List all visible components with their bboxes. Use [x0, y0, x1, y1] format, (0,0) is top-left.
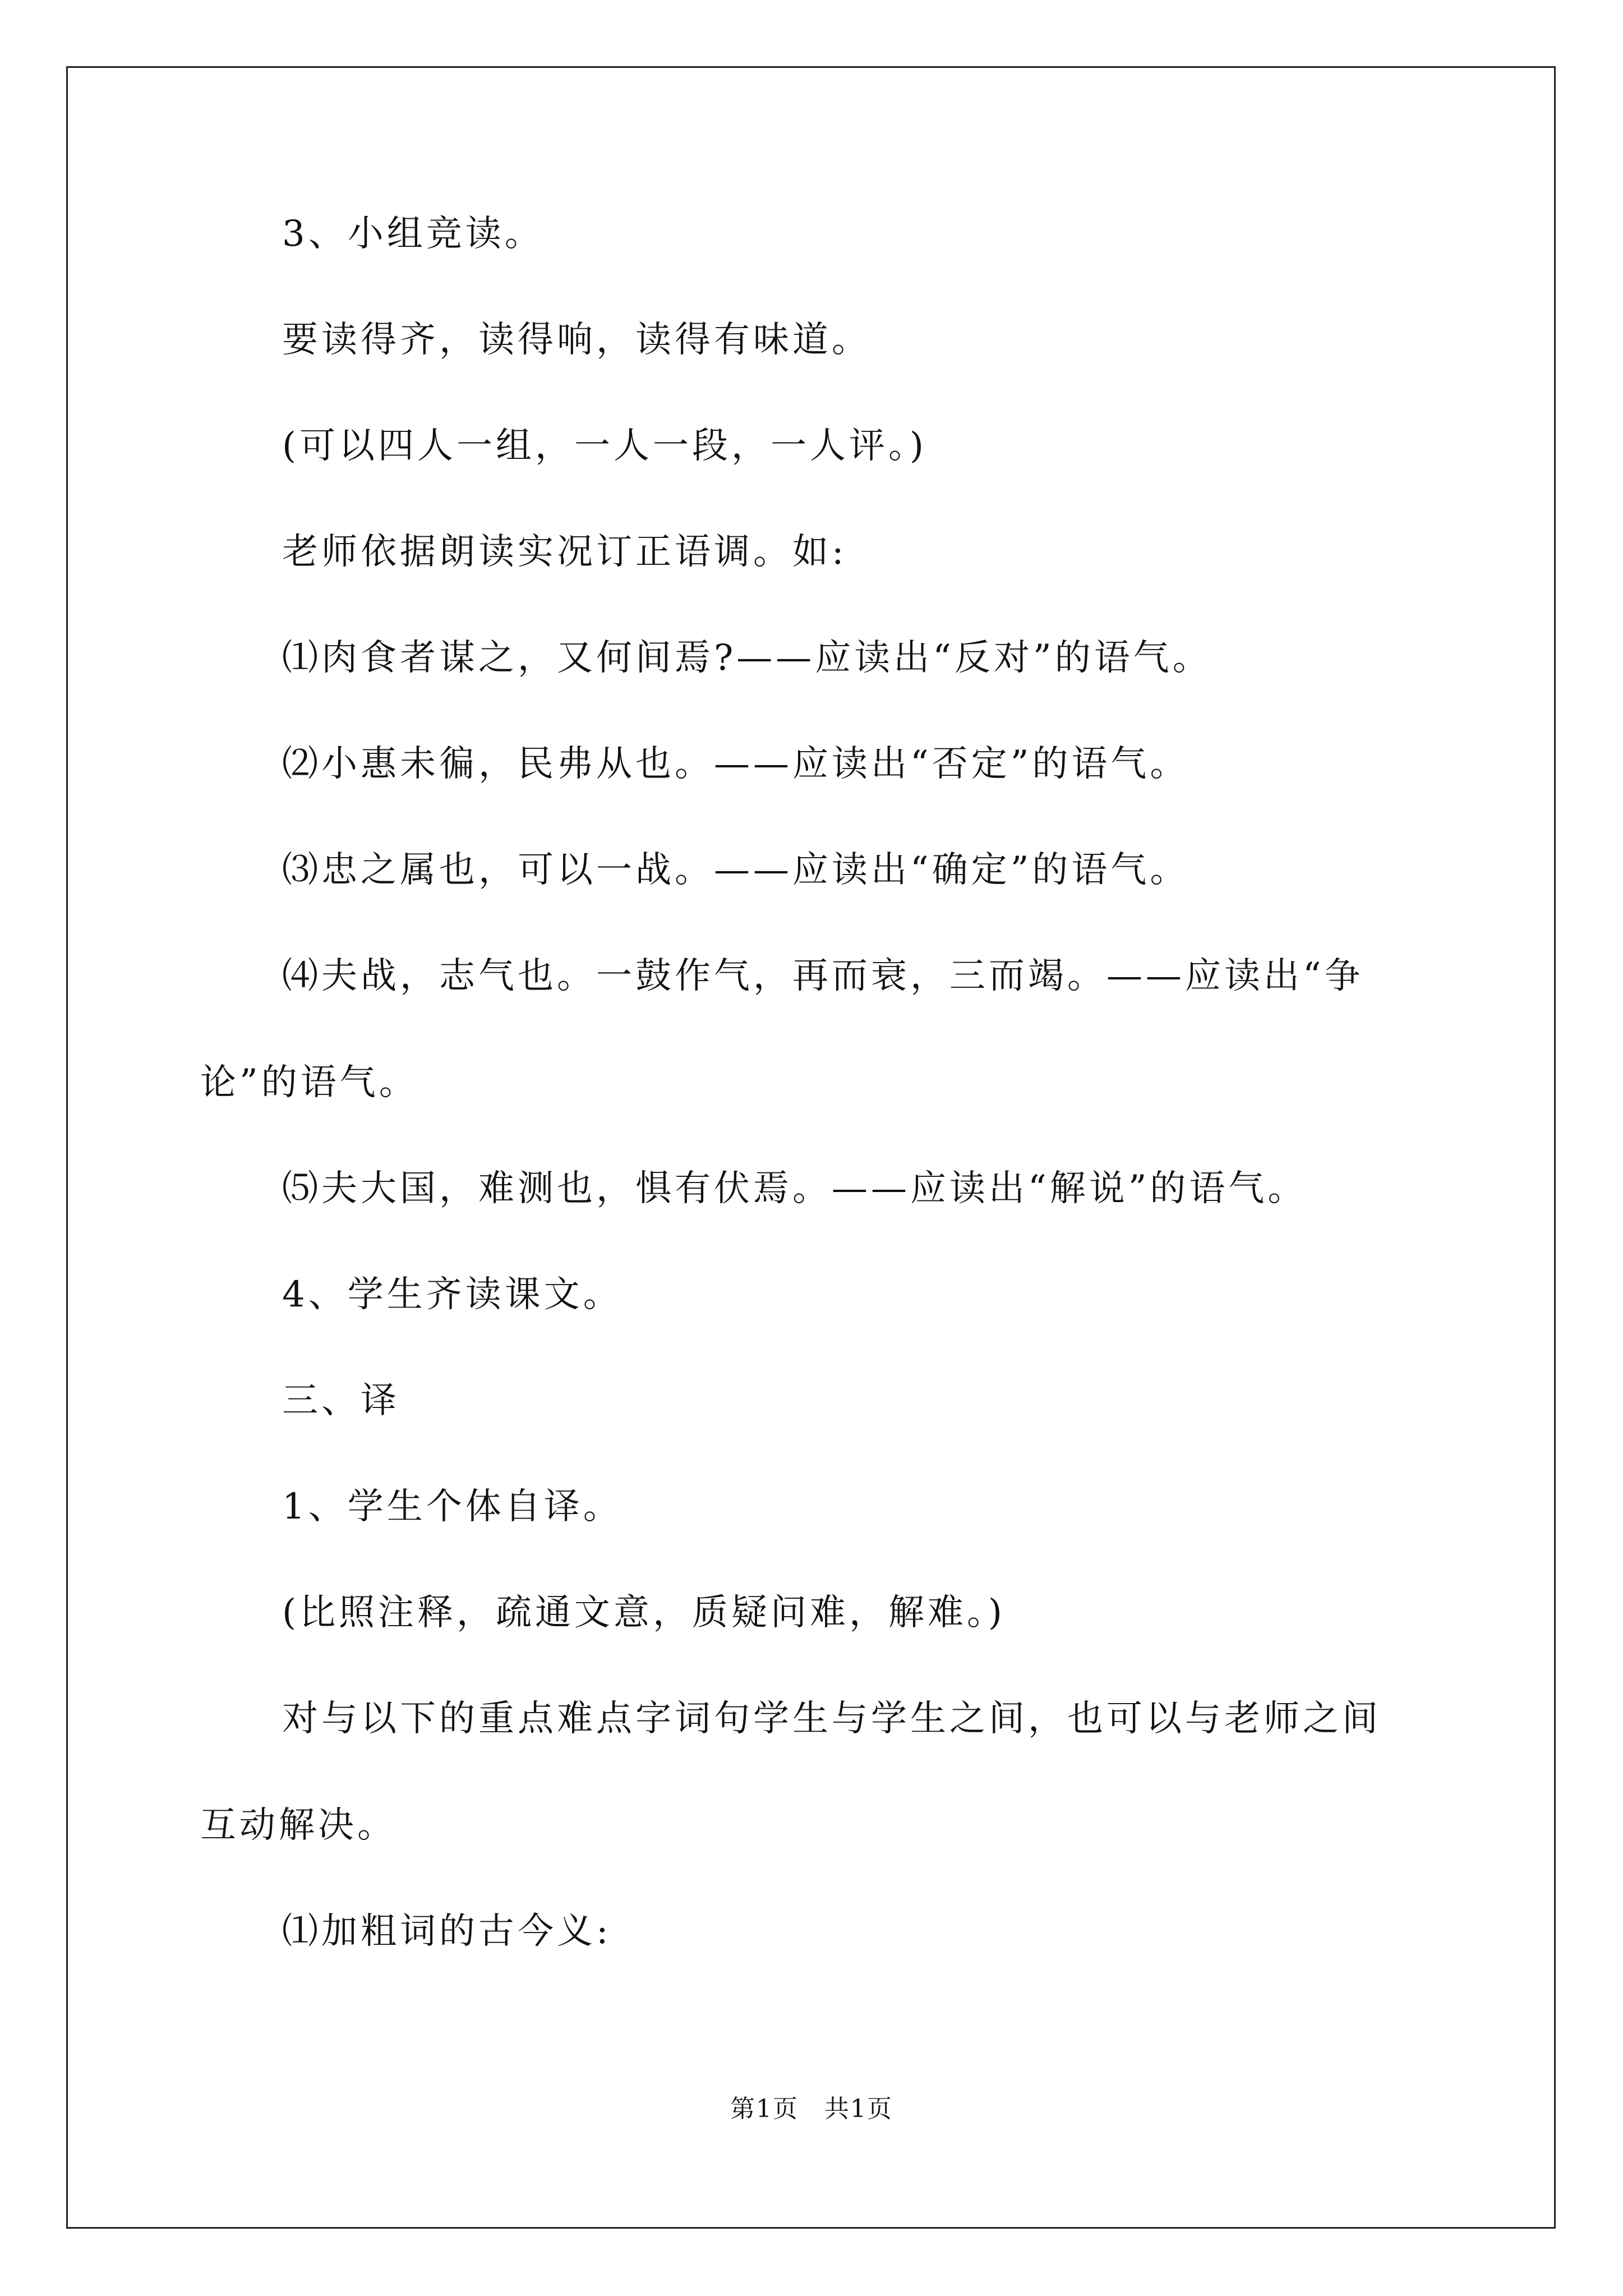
paragraph-11: 三、译 [282, 1380, 400, 1421]
paragraph-15: ⑴加粗词的古今义: [282, 1911, 612, 1952]
paragraph-8-line-2: 论”的语气。 [200, 1062, 418, 1103]
paragraph-13: (比照注释，疏通文意，质疑问难，解难。) [282, 1592, 1006, 1634]
paragraph-2: 要读得齐，读得响，读得有味道。 [282, 319, 871, 361]
page-footer: 第1页 共1页 [730, 2095, 893, 2123]
paragraph-14-line-2: 互动解决。 [200, 1805, 396, 1846]
paragraph-9: ⑸夫大国，难测也，惧有伏焉。——应读出“解说”的语气。 [282, 1168, 1307, 1209]
paragraph-12: 1、学生个体自译。 [282, 1486, 623, 1527]
paragraph-7: ⑶忠之属也，可以一战。——应读出“确定”的语气。 [282, 849, 1189, 891]
paragraph-10: 4、学生齐读课文。 [282, 1274, 623, 1315]
paragraph-4: 老师依据朗读实况订正语调。如: [282, 531, 847, 573]
paragraph-3: (可以四人一组，一人一段，一人评。) [282, 425, 927, 467]
paragraph-14-line-1: 对与以下的重点难点字词句学生与学生之间，也可以与老师之间 [282, 1698, 1381, 1740]
paragraph-6: ⑵小惠未徧，民弗从也。——应读出“否定”的语气。 [282, 743, 1189, 785]
paragraph-5: ⑴肉食者谋之，又何间焉?——应读出“反对”的语气。 [282, 637, 1212, 679]
page-border [66, 66, 1556, 2229]
paragraph-8-line-1: ⑷夫战，志气也。一鼓作气，再而衰，三而竭。——应读出“争 [282, 955, 1364, 997]
paragraph-1: 3、小组竞读。 [282, 213, 544, 255]
